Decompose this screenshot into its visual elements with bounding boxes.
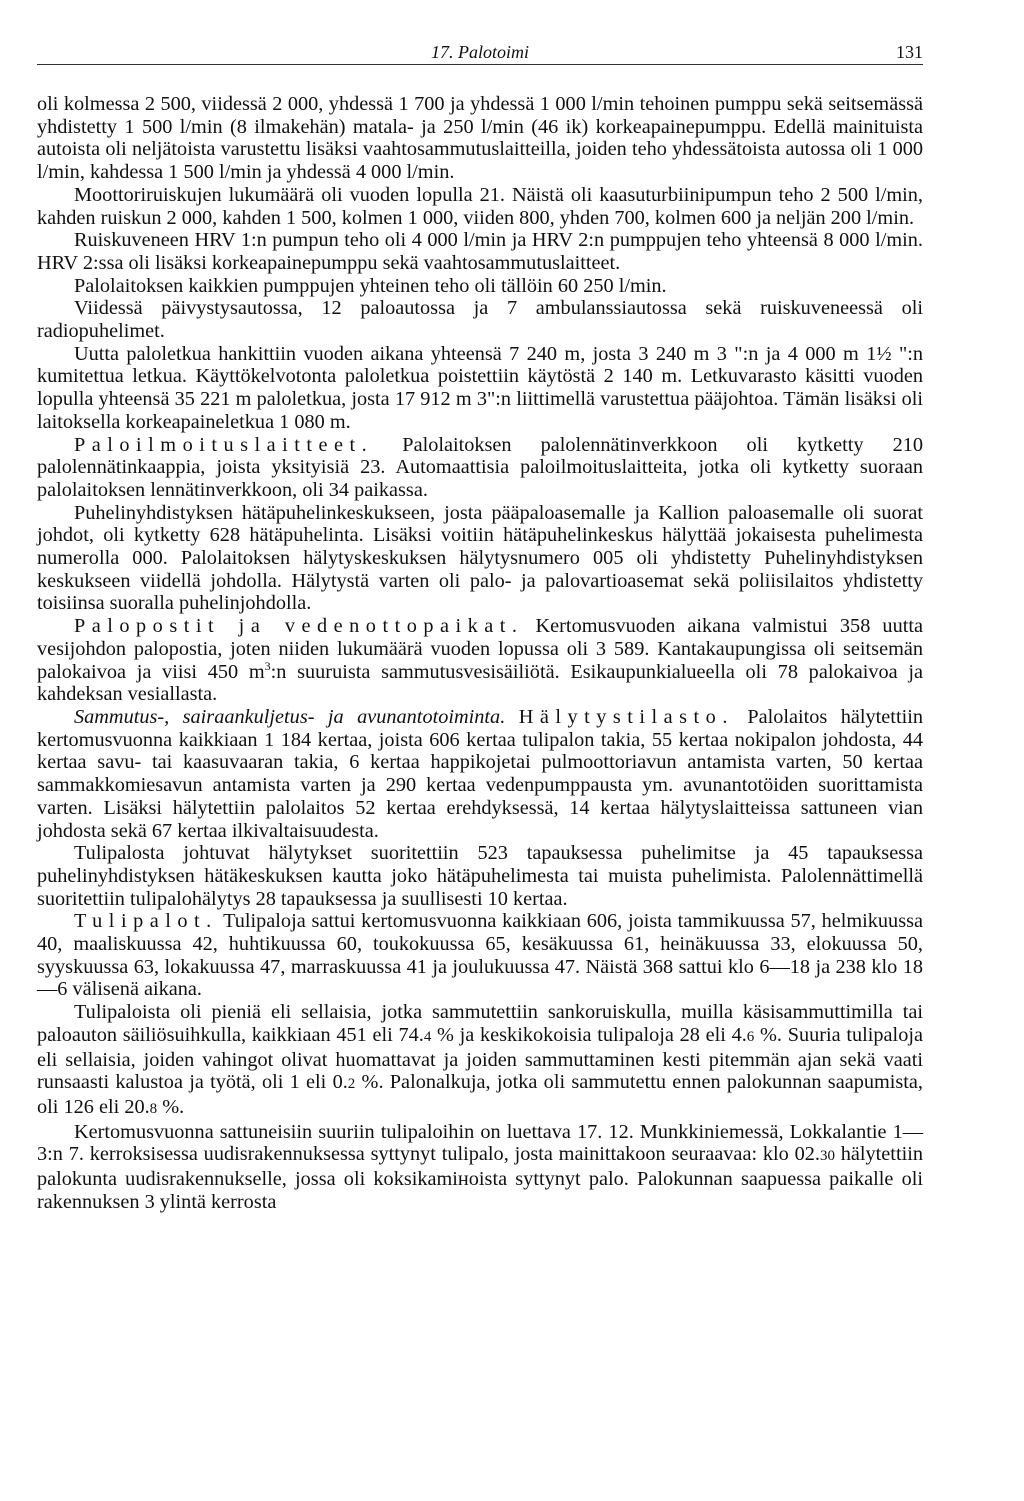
paragraph-radio: Viidessä päivystysautossa, 12 paloautossa ja 7 ambulanssiautossa sekä ruiskuveneessä oli radiopuhelimet. <box>37 297 923 343</box>
fire-sizes-text-c: %. Suuria tulipaloja eli sellaisia, joiden vahingot olivat huomattavat ja joiden sammuttaminen kesti pitemmän ajan sekä vaati runsaasti kalustoa ja työtä, oli 1 eli 0. <box>37 1023 923 1094</box>
paragraph-fire-alarms <box>37 434 923 502</box>
paragraph-pumps: oli kolmessa 2 500, viidessä 2 000, yhdessä 1 700 ja yhdessä 1 000 l/min tehoinen pumppu sekä seitsemässä yhdistetty 1 500 l/min (8 ilmakehän) matala- ja 250 l/min (46 ik) korkeapainepumppu. Edellä mainituista autoista oli neljätoista varustettu lisäksi vaahtosammutuslaitteilla, joiden teho yhdessätoista autossa oli 1 000 l/min, kahdessa 1 500 l/min ja yhdessä 4 000 l/min. <box>37 93 923 184</box>
paragraph-alarm-statistics <box>37 706 923 842</box>
paragraph-fires <box>37 910 923 1001</box>
superscript-cubic: 3 <box>264 658 271 673</box>
hydrants-text-b: :n suuruista sammutusvesisäiliötä. Esikaupunkialueella oli 78 palokaivoa ja kahdeksan vesiallasta. <box>37 660 924 706</box>
fire-sizes-text-e: %. <box>157 1095 185 1118</box>
hoses-text-a: Uutta paloletkua hankittiin vuoden aikana yhteensä 7 240 m, josta 3 240 m 3 ":n ja 4 000 m 1 <box>74 342 877 365</box>
section-heading-fire-alarms: Paloilmoituslaitteet. <box>74 433 374 456</box>
page-body <box>37 93 923 1213</box>
major-fires-text-b: hälytettiin palokunta uudisrakennukselle, jossa oli koksikamінoista syttynyt palo. Palokunnan saapuessa paikalle oli rakennuksen 3 ylintä kerrosta <box>37 1143 923 1213</box>
section-heading-fires: Tulipalot. <box>74 910 218 933</box>
paragraph-total-capacity: Palolaitoksen kaikkien pumppujen yhteinen teho oli tällöin 60 250 l/min. <box>74 274 667 297</box>
fires-text: Tulipaloja sattui kertomusvuonna kaikkiaan 606, joista tammikuussa 57, helmikuussa 40, maaliskuussa 42, huhtikuussa 60, toukokuussa 65, kesäkuussa 61, heinäkuussa 33, elokuussa 50, syyskuussa 63, lokakuussa 47, marraskuussa 41 ja joulukuussa 47. Näistä 368 sattui klo 6—18 ja 238 klo 18—6 välisenä aikana. <box>37 910 923 1001</box>
time-minutes-small: 30 <box>819 1148 835 1165</box>
section-heading-operations: Sammutus-, sairaankuljetus- ja avunantotoiminta. <box>74 705 506 728</box>
hydrants-text-a: Kertomusvuoden aikana valmistui 358 uutta vesijohdon palopostia, joten niiden lukumäärä vuoden lopussa oli 3 589. Kantakaupungissa oli seitsemän palokaivoa ja viisi 450 m <box>37 615 923 683</box>
fire-alarms-text: Palolaitoksen palolennätinverkkoon oli kytketty 210 palolennätinkaappia, joista yksityisiä 23. Automaattisia paloilmoituslaitteita, jotka oli kytketty suoraan palolaitoksen lennätinverkkoon, oli 34 paikassa. <box>37 433 923 501</box>
decimal-small-3: 2 <box>347 1076 356 1093</box>
decimal-small-4: 8 <box>149 1100 158 1117</box>
alarm-statistics-text: Palolaitos hälytettiin kertomusvuonna kaikkiaan 1 184 kertaa, joista 606 kertaa tulipalon takia, 55 kertaa nokipalon johdosta, 44 kertaa savu- tai kaasuvaaran takia, 6 kertaa happikojetai pulmoottoriavun antamista varten, 50 kertaa sammakkomiesavun antamista varten ja 290 kertaa vedenpumppausta ym. avunantotöiden suorittamista varten. Lisäksi hälytettiin palolaitos 52 kertaa erehdyksessä, 14 kertaa hälytyslaitteissa sattuneen vian johdosta sekä 67 kertaa ilkivaltaisuudesta. <box>37 705 923 842</box>
paragraph-motor-pumps: Moottoriruiskujen lukumäärä oli vuoden lopulla 21. Näistä oli kaasuturbiinipumpun teho 2 500 l/min, kahden ruiskun 2 000, kahden 1 500, kolmen 1 000, viiden 800, yhden 700, kolmen 600 ja neljän 200 l/min. <box>37 183 923 229</box>
major-fires-text-a: Kertomusvuonna sattuneisiin suuriin tulipaloihin on luettava 17. 12. Munkkiniemessä, Lokkalantie 1—3:n 7. kerroksisessa uudisrakennuksessa syttynyt tulipalo, josta mainittakoon seuraavaa: klo 02. <box>37 1120 923 1166</box>
running-title: 17. Palotoimi <box>431 42 529 62</box>
document-page <box>37 30 923 1213</box>
paragraph-major-fires <box>37 1121 923 1214</box>
hoses-fraction: ½ <box>876 342 892 365</box>
paragraph-hydrants <box>37 615 923 706</box>
paragraph-fire-sizes <box>37 1001 923 1121</box>
paragraph-alarm-channels: Tulipalosta johtuvat hälytykset suoritettiin 523 tapauksessa puhelimitse ja 45 tapauksessa puhelinyhdistyksen hätäkeskuksen kautta joko hätäpuhelimesta tai muista puhelimista. Palolennättimellä suoritettiin tulipalohälytys 28 tapauksessa ja suullisesti 10 kertaa. <box>37 842 923 910</box>
page-header <box>37 30 923 65</box>
paragraph-hoses <box>37 343 923 434</box>
decimal-small-1: 4 <box>423 1028 432 1045</box>
paragraph-emergency-phones: Puhelinyhdistyksen hätäpuhelinkeskukseen, josta pääpaloasemalle ja Kallion paloasemalle oli suorat johdot, oli kytketty 628 hätäpuhelinta. Lisäksi voitiin hätäpuhelinkeskus hälyttää jokaisesta puhelimesta numerolla 000. Palolaitoksen hälytyskeskuksen hälytysnumero 005 oli yhdistetty Puhelinyhdistyksen keskukseen viidellä johdolla. Hälytystä varten oli palo- ja palovartioasemat sekä poliisilaitos yhdistetty toisiinsa suoralla puhelinjohdolla. <box>37 501 923 615</box>
section-heading-alarm-statistics: Hälytystilasto. <box>518 705 734 728</box>
fire-sizes-text-d: %. Palonalkuja, jotka oli sammutettu ennen palokunnan saapumista, oli 126 eli 20. <box>37 1071 923 1118</box>
page-number: 131 <box>896 42 923 62</box>
hoses-text-b: ":n kumitettua letkua. Käyttökelvotonta paloletkua poistettiin käytöstä 2 140 m. Letkuvarasto käsitti vuoden lopulla yhteensä 35 221 m paloletkua, josta 17 912 m 3":n liittimellä varustettua pääjohtoa. Tämän lisäksi oli laitoksella korkeapaineletkua 1 080 m. <box>37 342 924 433</box>
paragraph-fireboat: Ruiskuveneen HRV 1:n pumpun teho oli 4 000 l/min ja HRV 2:n pumppujen teho yhteensä 8 000 l/min. HRV 2:ssa oli lisäksi korkeapainepumppu sekä vaahtosammutuslaitteet. <box>37 229 923 274</box>
section-heading-hydrants: Palopostit ja vedenottopaikat. <box>74 615 524 638</box>
fire-sizes-text-a: Tulipaloista oli pieniä eli sellaisia, jotka sammutettiin sankoruiskulla, muilla käsisammuttimilla tai paloauton säiliösuihkulla, kaikkiaan 451 eli 74. <box>37 1001 923 1046</box>
decimal-small-2: 6 <box>746 1028 755 1045</box>
fire-sizes-text-b: % ja keskikokoisia tulipaloja 28 eli 4. <box>431 1023 747 1046</box>
